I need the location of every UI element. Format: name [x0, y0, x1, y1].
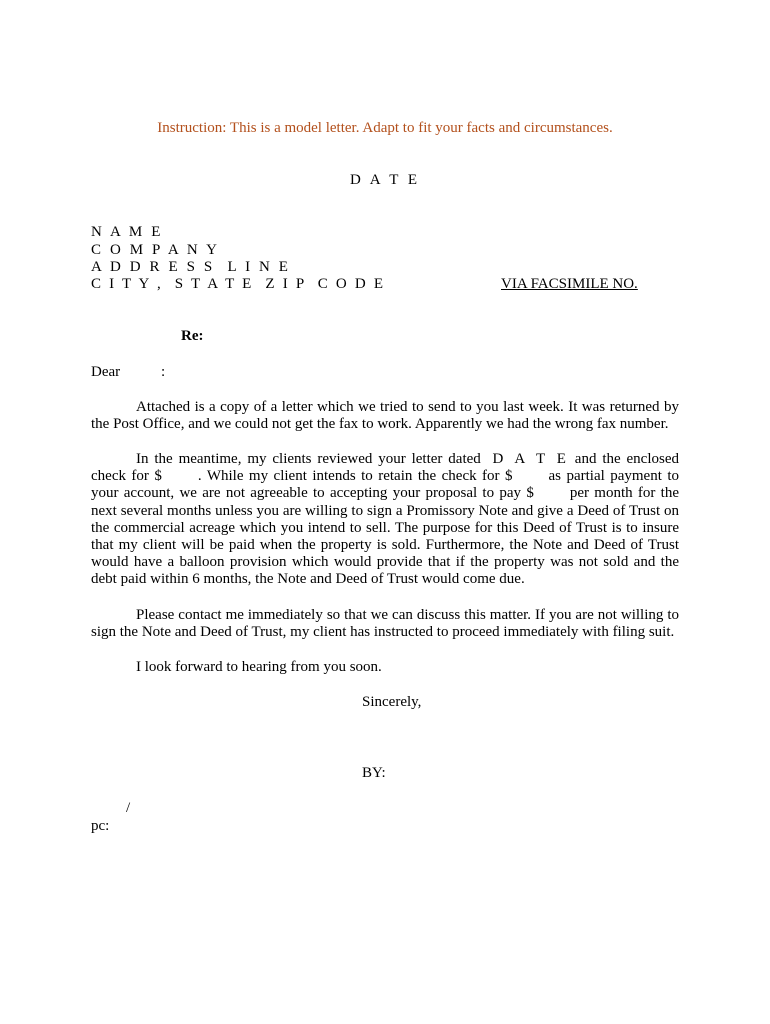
recipient-name: N A M E	[91, 224, 163, 240]
recipient-company: C O M P A N Y	[91, 242, 220, 258]
para2-date-ref: D A T E	[492, 451, 569, 467]
salutation-dear: Dear	[91, 364, 121, 380]
signature-by-label: BY:	[362, 765, 386, 781]
salutation	[91, 364, 166, 381]
para2-part5: per month for the next several months unless you are willing to sign a Promissory Note and give a Deed of Trust on the commercial acreage which you intend to sell. The purpose for this Deed of Trust is to insure that my client will be paid when the property is sold. Furthermore, the Note and Deed of Trust would have a balloon provision which would provide that if the property was not sold and the debt paid within 6 months, the Note and Deed of Trust would come due.	[91, 485, 680, 588]
re-label: Re:	[181, 328, 204, 344]
recipient-address-line: A D D R E S S L I N E	[91, 259, 291, 275]
paragraph-contact-request: Please contact me immediately so that we can discuss this matter. If you are not willing to sign the Note and Deed of Trust, my client has instructed to proceed immediately with filing suit.	[91, 607, 679, 641]
initials-slash: /	[126, 800, 131, 816]
instruction-note: Instruction: This is a model letter. Adapt to fit your facts and circumstances.	[157, 120, 613, 136]
fax-label: VIA FACSIMILE NO.	[501, 276, 638, 292]
salutation-colon: :	[161, 364, 166, 380]
paragraph-look-forward: I look forward to hearing from you soon.	[136, 659, 382, 675]
closing-sincerely: Sincerely,	[362, 694, 422, 710]
pc-label: pc:	[91, 818, 110, 834]
date-placeholder: D A T E	[349, 172, 421, 188]
paragraph-returned-letter: Attached is a copy of a letter which we tried to send to you last week. It was returned by the Post Office, and we could not get the fax to work. Apparently we had the wrong fax number.	[91, 399, 679, 433]
para2-part3: . While my client intends to retain the check for $	[197, 468, 513, 485]
paragraph-check-proposal	[91, 451, 679, 589]
fax-line	[501, 276, 676, 293]
para2-part4: as partial payment to your account, we are not agreeable to accepting your proposal to pay $	[91, 468, 679, 502]
para2-part1: In the meantime, my clients reviewed your letter dated	[136, 451, 481, 467]
para2-part2: and the enclosed check for $	[91, 451, 679, 485]
recipient-city-state-zip: C I T Y , S T A T E Z I P C O D E	[91, 276, 386, 292]
